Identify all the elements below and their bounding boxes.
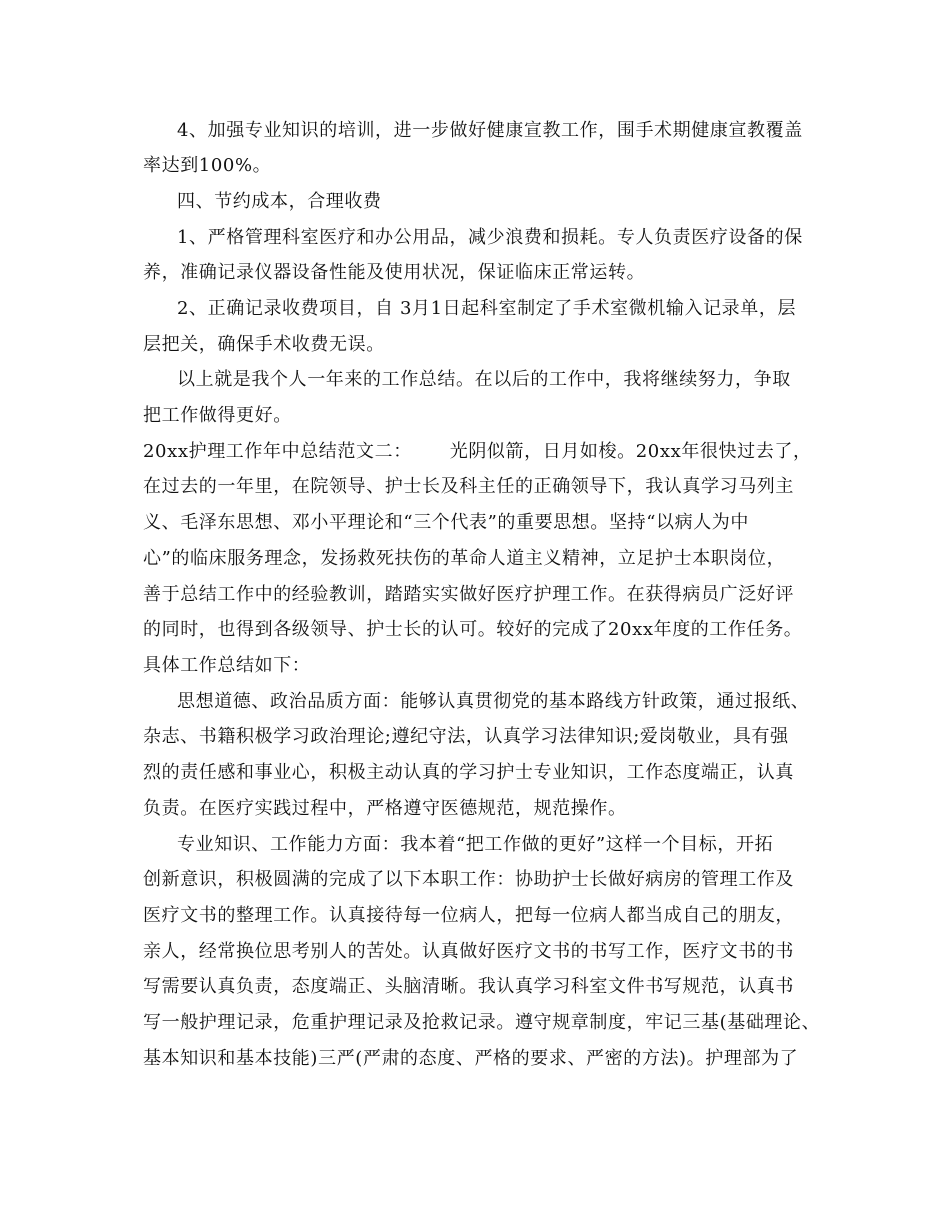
text-line: 心”的临床服务理念，发扬救死扶伤的革命人道主义精神，立足护士本职岗位，: [143, 548, 786, 569]
text-line: 义、毛泽东思想、邓小平理论和“三个代表”的重要思想。坚持“以病人为中: [143, 512, 750, 533]
section-heading: 四、节约成本，合理收费: [177, 191, 382, 212]
text-line: 基本知识和基本技能)三严(严肃的态度、严格的要求、严密的方法)。护理部为了: [143, 1048, 799, 1069]
text-line: 杂志、书籍积极学习政治理论;遵纪守法，认真学习法律知识;爱岗敬业，具有强: [143, 726, 789, 747]
text-line: 亲人，经常换位思考别人的苦处。认真做好医疗文书的书写工作，医疗文书的书: [143, 941, 794, 962]
text-line: 善于总结工作中的经验教训，踏踏实实做好医疗护理工作。在获得病员广泛好评: [143, 584, 794, 605]
text-line: 写一般护理记录，危重护理记录及抢救记录。遵守规章制度，牢记三基(基础理论、: [143, 1012, 821, 1033]
text-line: 负责。在医疗实践过程中，严格遵守医德规范，规范操作。: [143, 798, 627, 819]
text-line: 烈的责任感和事业心，积极主动认真的学习护士专业知识，工作态度端正，认真: [143, 762, 794, 783]
text-line: 把工作做得更好。: [143, 405, 292, 426]
text-line: 1、严格管理科室医疗和办公用品，减少浪费和损耗。专人负责医疗设备的保: [177, 227, 803, 248]
text-line: 思想道德、政治品质方面：能够认真贯彻党的基本路线方针政策，通过报纸、: [177, 691, 810, 712]
text-line: 养，准确记录仪器设备性能及使用状况，保证临床正常运转。: [143, 262, 646, 283]
text-line: 率达到100%。: [143, 155, 272, 176]
text-line: 具体工作总结如下：: [143, 655, 311, 676]
article-title-line: 20xx护理工作年中总结范文二： 光阴似箭，日月如梭。20xx年很快过去了，: [143, 441, 812, 462]
text-line: 医疗文书的整理工作。认真接待每一位病人，把每一位病人都当成自己的朋友，: [143, 905, 794, 926]
text-line: 在过去的一年里，在院领导、护士长及科主任的正确领导下，我认真学习马列主: [143, 476, 794, 497]
text-line: 4、加强专业知识的培训，进一步做好健康宣教工作，围手术期健康宣教覆盖: [177, 120, 803, 141]
text-line: 写需要认真负责，态度端正、头脑清晰。我认真学习科室文件书写规范，认真书: [143, 976, 794, 997]
text-line: 专业知识、工作能力方面：我本着“把工作做的更好”这样一个目标，开拓: [177, 834, 774, 855]
text-line: 的同时，也得到各级领导、护士长的认可。较好的完成了20xx年度的工作任务。: [143, 619, 803, 640]
text-line: 创新意识，积极圆满的完成了以下本职工作：协助护士长做好病房的管理工作及: [143, 869, 794, 890]
text-line: 2、正确记录收费项目，自 3月1日起科室制定了手术室微机输入记录单，层: [177, 298, 797, 319]
text-line: 层把关，确保手术收费无误。: [143, 334, 385, 355]
text-line: 以上就是我个人一年来的工作总结。在以后的工作中，我将继续努力，争取: [177, 369, 791, 390]
